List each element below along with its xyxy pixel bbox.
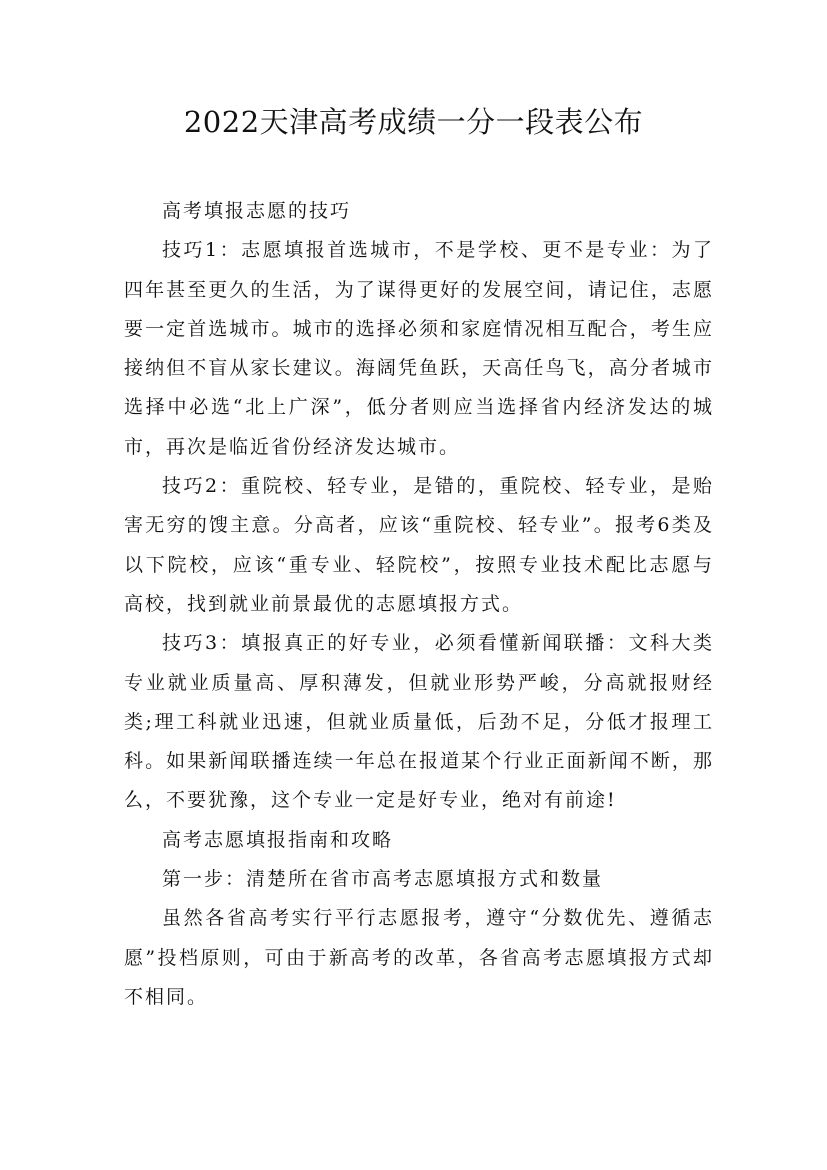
paragraph-tip-2: 技巧2：重院校、轻专业，是错的，重院校、轻专业，是贻害无穷的馊主意。分高者，应该“重院校、轻专业”。报考6类及以下院校，应该“重专业、轻院校”，按照专业技术配比志愿与高校，找到就业前景最优的志愿填报方式。 (124, 475, 714, 615)
section-heading-tips: 高考填报志愿的技巧 (162, 200, 352, 222)
section-heading-guide: 高考志愿填报指南和攻略 (162, 828, 394, 851)
document-body (124, 192, 714, 1017)
paragraph-tip-3: 技巧3：填报真正的好专业，必须看懂新闻联播：文科大类专业就业质量高、厚积薄发，但就业形势严峻，分高就报财经类;理工科就业迅速，但就业质量低，后劲不足，分低才报理工科。如果新闻联播连续一年总在报道某个行业正面新闻不断，那么，不要犹豫，这个专业一定是好专业，绝对有前途! (124, 632, 714, 812)
step-1-heading: 第一步：清楚所在省市高考志愿填报方式和数量 (162, 868, 604, 891)
paragraph-step-1: 虽然各省高考实行平行志愿报考，遵守“分数优先、遵循志愿”投档原则，可由于新高考的改革，各省高考志愿填报方式却不相同。 (124, 907, 714, 1008)
paragraph-tip-1: 技巧1：志愿填报首选城市，不是学校、更不是专业：为了四年甚至更久的生活，为了谋得更好的发展空间，请记住，志愿要一定首选城市。城市的选择必须和家庭情况相互配合，考生应接纳但不盲从家长建议。海阔凭鱼跃，天高任鸟飞，高分者城市选择中必选“北上广深”，低分者则应当选择省内经济发达的城市，再次是临近省份经济发达城市。 (124, 239, 714, 458)
document-title: 2022天津高考成绩一分一段表公布 (183, 105, 644, 139)
